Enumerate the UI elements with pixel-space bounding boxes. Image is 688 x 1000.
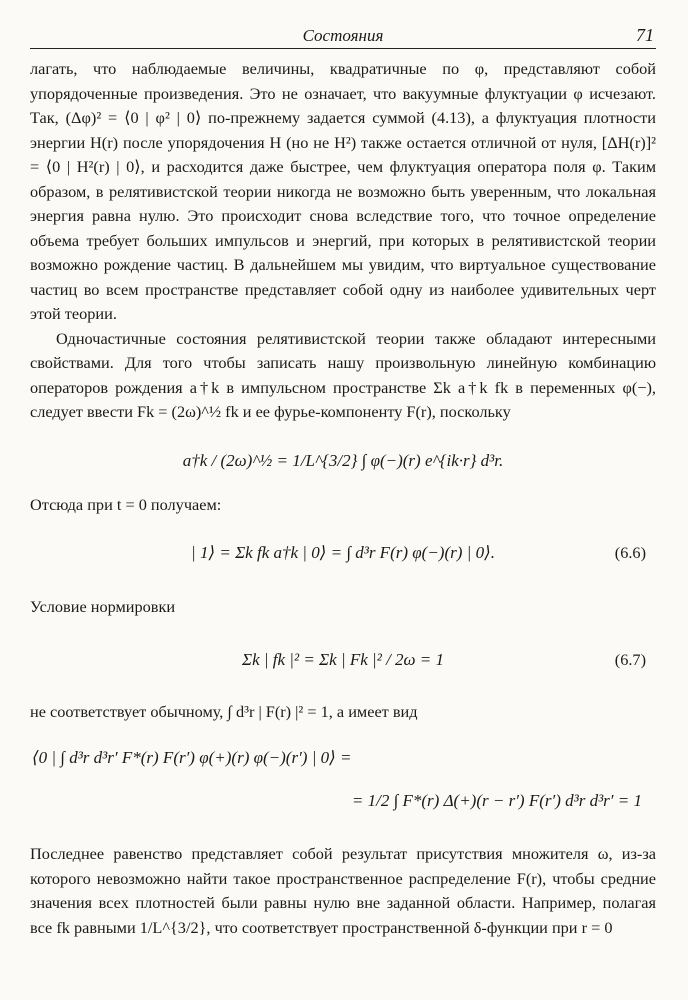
equation-number-6-7: (6.7) bbox=[614, 649, 646, 669]
book-page bbox=[30, 22, 656, 982]
paragraph-at-t-zero: Отсюда при t = 0 получаем: bbox=[30, 494, 222, 514]
running-header bbox=[30, 22, 656, 49]
equation-norm-text: Σk | fk |² = Σk | Fk |² / 2ω = 1 bbox=[241, 649, 445, 669]
paragraph-not-usual: не соответствует обычному, ∫ d³r | F(r) |² = 1, а имеет вид bbox=[30, 701, 418, 721]
equation-one-particle-state bbox=[30, 533, 656, 573]
equation-expectation-line-1 bbox=[30, 738, 656, 778]
equation-long-2-text: = 1/2 ∫ F*(r) Δ(+)(r − r′) F(r′) d³r d³r′ = 1 bbox=[351, 791, 642, 810]
equation-number-6-6: (6.6) bbox=[614, 543, 646, 562]
equation-long-1-text: ⟨0 | ∫ d³r d³r′ F*(r) F(r′) φ(+)(r) φ(−)(r′) | 0⟩ = bbox=[32, 748, 352, 767]
equation-expectation-line-2 bbox=[30, 778, 656, 824]
paragraph-one-particle-states: Одночастичные состояния релятивистской теории также обладают интересными свойствами. Для того чтобы записать нашу произвольную линейную комбинацию операторов рождения a†k в импульсном пространстве Σk a†k fk в переменных φ(−), следует ввести Fk = (2ω)^½ fk и ее фурье-компоненту F(r), поскольку bbox=[30, 328, 656, 421]
paragraph-normalization-label: Условие нормировки bbox=[30, 597, 176, 616]
page-number: 71 bbox=[636, 25, 654, 45]
equation-fourier-text: a†k / (2ω)^½ = 1/L^{3/2} ∫ φ(−)(r) e^{ik·r} d³r. bbox=[182, 450, 504, 470]
running-title: Состояния bbox=[302, 26, 384, 45]
equation-normalization bbox=[30, 634, 656, 686]
equation-state-text: | 1⟩ = Σk fk a†k | 0⟩ = ∫ d³r F(r) φ(−)(r) | 0⟩. bbox=[191, 543, 495, 562]
paragraph-last-equality: Последнее равенство представляет собой результат присутствия множителя ω, из-за которого невозможно найти такое пространственное распределение F(r), чтобы средние значения всех плотностей были равны нулю вне заданной области. Например, полагая все fk равными 1/L^{3/2}, что соответствует пространственной δ-функции при r = 0 bbox=[30, 844, 656, 937]
equation-fourier-component bbox=[30, 437, 656, 485]
paragraph-vacuum-fluctuations: лагать, что наблюдаемые величины, квадратичные по φ, представляют собой упорядоченные произведения. Это не означает, что вакуумные флуктуации φ исчезают. Так, (Δφ)² = ⟨0 | φ² | 0⟩ по-прежнему задается суммой (4.13), а флуктуация плотности энергии H(r) после упорядочения H (но не H²) также остается отличной от нуля, [ΔH(r)]² = ⟨0 | H²(r) | 0⟩, и расходится даже быстрее, чем флуктуация оператора поля φ. Таким образом, в релятивистской теории никогда не возможно быть уверенным, что локальная энергия равна нулю. Это происходит снова вследствие того, что точное определение объема требует больших импульсов и энергий, при которых в релятивистской теории возможно рождение частиц. В дальнейшем мы увидим, что виртуальное существование частиц во всем пространстве представляет собой одну из наиболее удивительных черт этой теории. bbox=[30, 59, 656, 323]
